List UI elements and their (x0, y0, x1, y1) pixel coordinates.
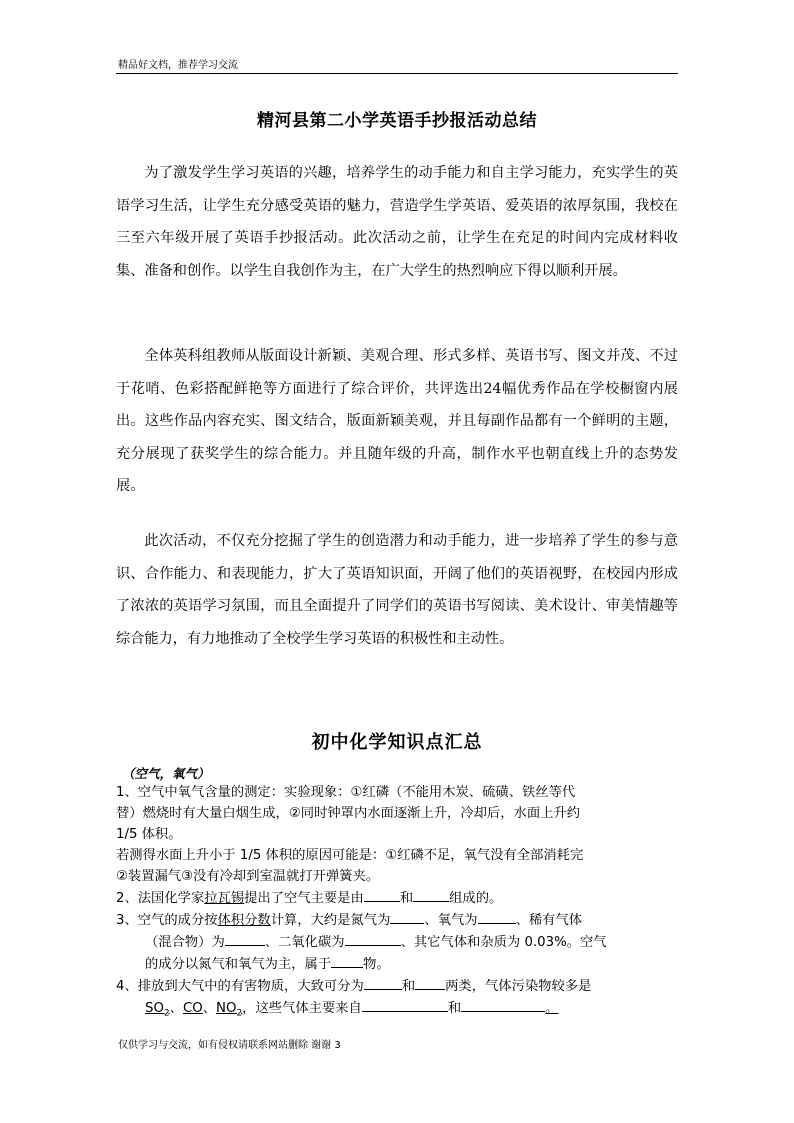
fill-blank (390, 909, 424, 924)
header-rule (116, 73, 678, 74)
chem-text: ，这些气体主要来自 (242, 1001, 362, 1016)
chem-text: 3、空气的成分按 (116, 913, 218, 928)
chem-content (116, 782, 686, 1025)
page-header: 精品好文档，推荐学习交流 (118, 60, 238, 71)
fill-blank (225, 931, 265, 946)
fill-blank (415, 975, 445, 990)
article-paragraph-3: 此次活动，不仅充分挖掘了学生的创造潜力和动手能力，进一步培养了学生的参与意识、合作能力、和表现能力，扩大了英语知识面，开阔了他们的英语视野，在校园内形成了浓浓的英语学习氛围，而且全面提升了同学们的英语书写阅读、美术设计、审美情趣等综合能力，有力地推动了全校学生学习英语的积极性和主动性。 (116, 533, 678, 647)
fill-blank (461, 997, 545, 1012)
chem-text: 两类，气体污染物较多是 (445, 979, 592, 994)
chem-line (116, 909, 686, 931)
chem-text: 、稀有气体 (515, 913, 583, 928)
fill-blank (331, 953, 363, 968)
chem-text: 提出了空气主要是由 (244, 891, 364, 906)
chem-text: 、二氧化碳为 (264, 935, 345, 950)
fill-blank (413, 887, 449, 902)
chem-underlined-term: 拉瓦锡 (204, 891, 245, 906)
chem-text: 和 (399, 891, 414, 906)
chem-line: $SO_2$、CO、$NO_2$，这些气体主要来自 和 。 (116, 997, 686, 1025)
chem-line: 1/5 体积。 (116, 827, 182, 842)
chem-section-heading: （空气，氧气） (122, 766, 210, 781)
chem-text: 。 (545, 1001, 559, 1016)
chem-underlined-term: 体积分数 (217, 913, 271, 928)
chem-line (116, 931, 686, 953)
chem-line: 若测得水面上升小于 1/5 体积的原因可能是：①红磷不足，氧气没有全部消耗完 (116, 848, 584, 863)
chem-line (116, 953, 686, 975)
chem-text: 和 (401, 979, 416, 994)
chem-text: 计算，大约是氮气为 (270, 913, 391, 928)
chem-text: 物。 (363, 957, 390, 972)
article-title: 精河县第二小学英语手抄报活动总结 (257, 111, 537, 131)
fill-blank (478, 909, 516, 924)
chem-line (116, 887, 686, 909)
article-paragraph-1: 为了激发学生学习英语的兴趣，培养学生的动手能力和自主学习能力，充实学生的英语学习生活，让学生充分感受英语的魅力，营造学生学英语、爱英语的浓厚氛围，我校在三至六年级开展了英语手抄报活动。此次活动之前，让学生在充足的时间内完成材料收集、准备和创作。以学生自我创作为主，在广大学生的热烈响应下得以顺利开展。 (116, 165, 678, 279)
chem-text: 4、排放到大气中的有害物质，大致可分为 (116, 979, 364, 994)
chem-text: 、其它气体和杂质为 0.03%。空气 (400, 935, 607, 950)
chem-line: 替）燃烧时有大量白烟生成，②同时钟罩内水面逐渐上升，冷却后，水面上升约 (116, 806, 581, 821)
chem-line (116, 975, 686, 997)
chem-formula: CO (182, 1001, 203, 1016)
chem-text: 组成的。 (449, 891, 503, 906)
chem-text: 、氧气为 (424, 913, 478, 928)
chem-formula: $SO_2$ (145, 1001, 170, 1019)
chem-text: 的成分以氮气和氧气为主，属于 (145, 957, 332, 972)
chem-text: 和 (447, 1001, 462, 1016)
chem-text: （混合物）为 (145, 935, 225, 950)
chem-line: 1、空气中氧气含量的测定：实验现象：①红磷（不能用木炭、硫磺、铁丝等代 (116, 785, 576, 800)
chem-line: ②装置漏气③没有冷却到室温就打开弹簧夹。 (116, 869, 380, 884)
fill-blank (364, 887, 400, 902)
chem-title: 初中化学知识点汇总 (311, 732, 483, 753)
fill-blank (362, 997, 448, 1012)
chem-text: 2、法国化学家 (116, 891, 205, 906)
page-footer: 仅供学习与交流，如有侵权请联系网站删除 谢谢 3 (118, 1040, 341, 1051)
article-paragraph-2: 全体英科组教师从版面设计新颖、美观合理、形式多样、英语书写、图文并茂、不过于花哨、色彩搭配鲜艳等方面进行了综合评价，共评选出24幅优秀作品在学校橱窗内展出。这些作品内容充实、图文结合，版面新颖美观，并且每副作品都有一个鲜明的主题，充分展现了获奖学生的综合能力。并且随年级的升高，制作水平也朝直线上升的态势发展。 (116, 348, 678, 494)
fill-blank (364, 975, 402, 990)
chem-formula: $NO_2$ (216, 1001, 243, 1019)
fill-blank (345, 931, 401, 946)
